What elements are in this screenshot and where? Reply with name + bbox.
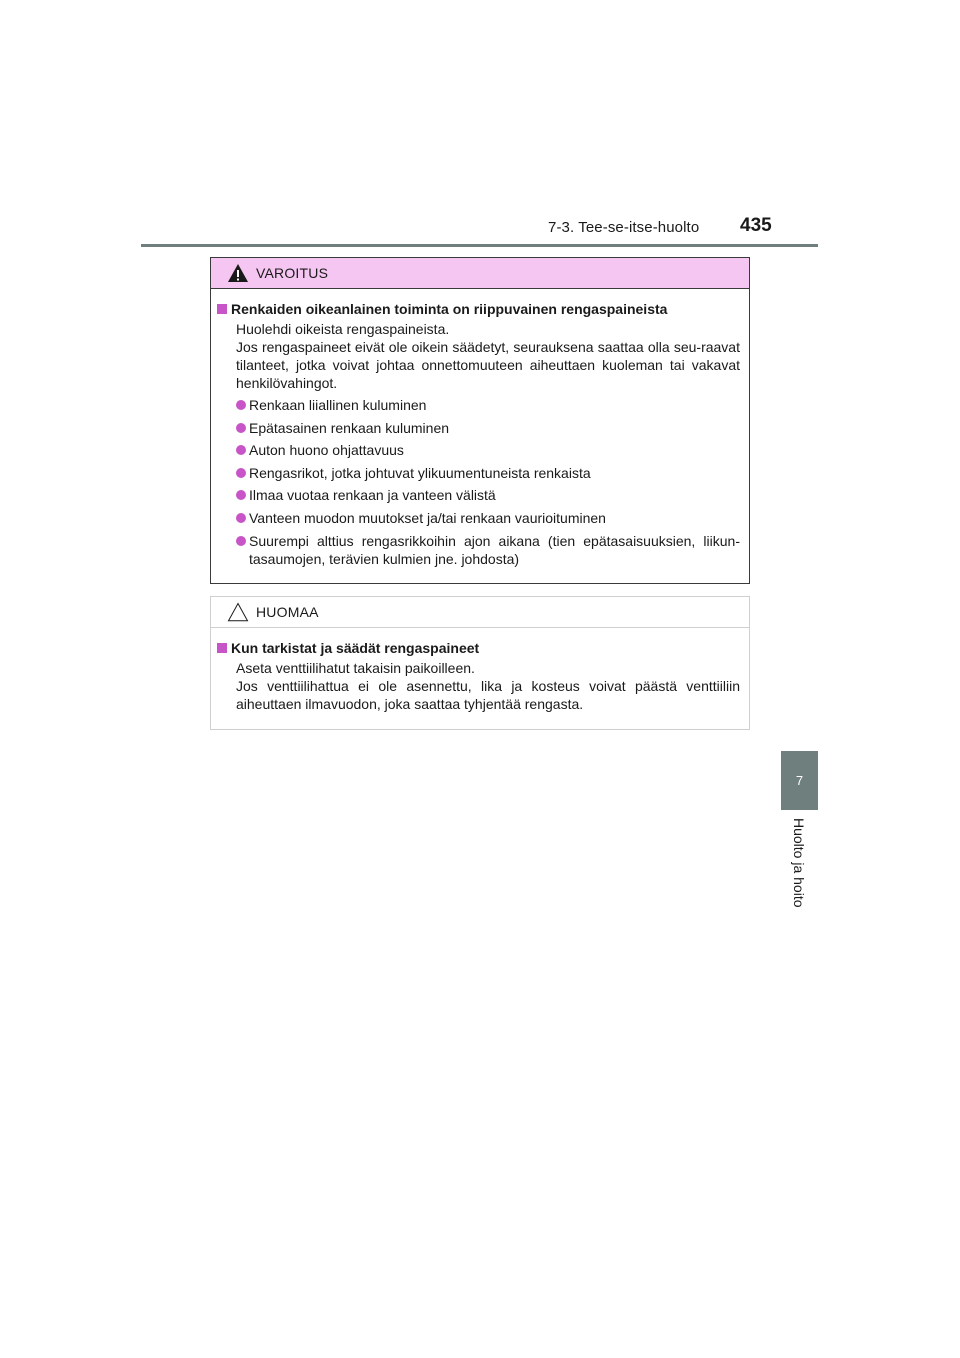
list-item-text: Suurempi alttius rengasrikkoihin ajon aikana (tien epätasaisuuksien, liikun-tasaumojen, terävien kulmien jne. johdosta) <box>249 532 740 567</box>
caution-triangle-icon <box>227 602 249 622</box>
notice-label: HUOMAA <box>256 604 319 620</box>
chapter-tab <box>781 751 818 810</box>
list-item <box>236 419 740 437</box>
round-bullet-icon <box>236 490 246 500</box>
round-bullet-icon <box>236 468 246 478</box>
list-item-text: Rengasrikot, jotka johtuvat ylikuumentuneista renkaista <box>249 464 591 481</box>
chapter-title: Huolto ja hoito <box>791 818 807 908</box>
round-bullet-icon <box>236 536 246 546</box>
notice-heading <box>217 639 740 657</box>
header-rule <box>141 244 818 247</box>
warning-text: Jos rengaspaineet eivät ole oikein säädetyt, seurauksena saattaa olla seu-raavat tilanteet, jotka voivat johtaa onnettomuuteen aiheuttaen kuoleman tai vakavat henkilövahingot. <box>236 339 740 391</box>
page-header-section: 7-3. Tee-se-itse-huolto <box>548 219 700 236</box>
warning-bullet-list <box>236 396 740 568</box>
list-item <box>236 486 740 504</box>
notice-box <box>210 596 750 730</box>
list-item <box>236 509 740 527</box>
square-bullet-icon <box>217 304 227 314</box>
warning-box <box>210 257 750 584</box>
notice-heading-text: Kun tarkistat ja säädät rengaspaineet <box>231 640 480 656</box>
round-bullet-icon <box>236 445 246 455</box>
warning-label: VAROITUS <box>256 265 329 281</box>
round-bullet-icon <box>236 513 246 523</box>
list-item <box>236 441 740 459</box>
warning-heading <box>217 300 740 318</box>
page-number: 435 <box>740 215 772 236</box>
warning-box-body <box>211 289 749 568</box>
notice-box-header <box>211 597 749 628</box>
chapter-number: 7 <box>795 773 804 788</box>
list-item <box>236 532 740 568</box>
warning-intro: Huolehdi oikeista rengaspaineista. <box>236 321 450 337</box>
warning-box-header <box>211 258 749 289</box>
notice-text: Jos venttiilihattua ei ole asennettu, lika ja kosteus voivat päästä venttiiliin aiheuttaen ilmavuodon, joka saattaa tyhjentää rengasta. <box>236 678 740 712</box>
notice-intro: Aseta venttiilihatut takaisin paikoilleen. <box>236 660 475 676</box>
warning-triangle-icon <box>227 263 249 283</box>
list-item <box>236 464 740 482</box>
list-item-text: Ilmaa vuotaa renkaan ja vanteen välistä <box>249 487 496 504</box>
list-item-text: Renkaan liiallinen kuluminen <box>249 397 427 413</box>
list-item-text: Epätasainen renkaan kuluminen <box>249 419 450 436</box>
list-item-text: Vanteen muodon muutokset ja/tai renkaan vaurioituminen <box>249 509 606 526</box>
square-bullet-icon <box>217 643 227 653</box>
round-bullet-icon <box>236 423 246 433</box>
list-item-text: Auton huono ohjattavuus <box>249 442 404 459</box>
list-item <box>236 396 740 414</box>
round-bullet-icon <box>236 400 246 410</box>
warning-heading-text: Renkaiden oikeanlainen toiminta on riippuvainen rengaspaineista <box>231 301 668 317</box>
notice-box-body <box>211 628 749 713</box>
